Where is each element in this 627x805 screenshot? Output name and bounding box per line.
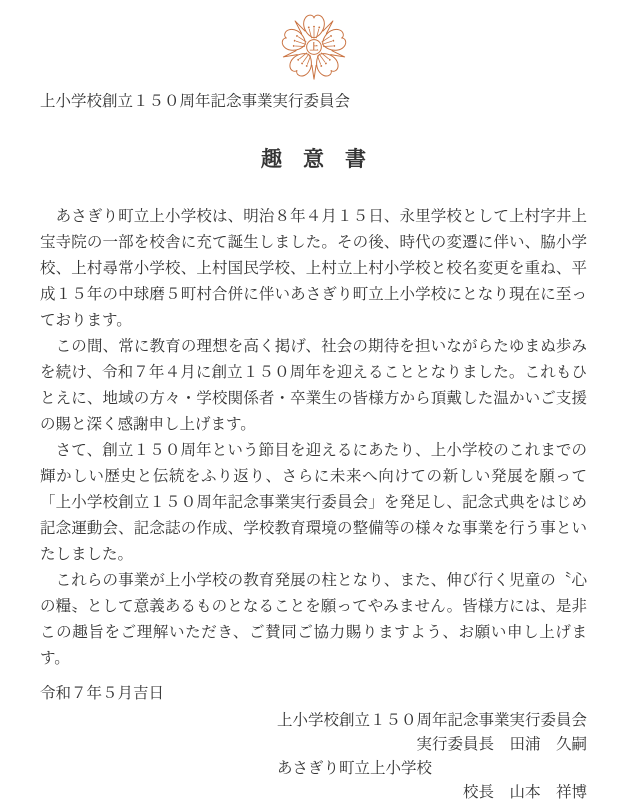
signature-principal: 校長 山本 祥博 xyxy=(462,784,587,801)
signature-chairperson: 実行委員長 田浦 久嗣 xyxy=(416,736,587,753)
date-line: 令和７年５月吉日 xyxy=(40,685,165,702)
sakura-crest-icon xyxy=(276,12,352,82)
signature-school-name: あさぎり町立上小学校 xyxy=(276,760,432,777)
signature-block xyxy=(277,709,587,805)
crest-center-character: 上 xyxy=(308,42,319,53)
committee-name-header: 上小学校創立１５０周年記念事業実行委員会 xyxy=(40,93,351,110)
document-body xyxy=(40,204,587,672)
paragraph-history: あさぎり町立上小学校は、明治８年４月１５日、永里学校として上村字井上宝寺院の一部を校舎に充て誕生しました。その後、時代の変遷に伴い、脇小学校、上村尋常小学校、上村国民学校、上村立上村小学校と校名変更を重ね、平成１５年の中球磨５町村合併に伴いあさぎり町立上小学校にとなり現在に至っております。 xyxy=(40,208,587,329)
paragraph-anniversary: この間、常に教育の理想を高く掲げ、社会の期待を担いながらたゆまぬ歩みを続け、令和７年４月に創立１５０周年を迎えることとなりました。これもひとえに、地域の方々・学校関係者・卒業生の皆様方から頂戴した温かいご支援の賜と深く感謝申し上げます。 xyxy=(40,338,587,433)
signature-committee-name: 上小学校創立１５０周年記念事業実行委員会 xyxy=(276,712,587,729)
school-crest xyxy=(40,12,587,82)
paragraph-committee-founding: さて、創立１５０周年という節目を迎えるにあたり、上小学校のこれまでの輝かしい歴史と伝統をふり返り、さらに未来へ向けての新しい発展を願って「上小学校創立１５０周年記念事業実行委員会」を発足し、記念式典をはじめ記念運動会、記念誌の作成、学校教育環境の整備等の様々な事業を行う事といたしました。 xyxy=(40,442,587,563)
document-title: 趣 意 書 xyxy=(261,148,366,171)
paragraph-appeal: これらの事業が上小学校の教育発展の柱となり、また、伸び行く児童の〝心の糧〟として意義あるものとなることを願ってやみません。皆様方には、是非この趣旨をご理解いただき、ご賛同ご協力賜りますよう、お願い申し上げます。 xyxy=(40,572,587,667)
